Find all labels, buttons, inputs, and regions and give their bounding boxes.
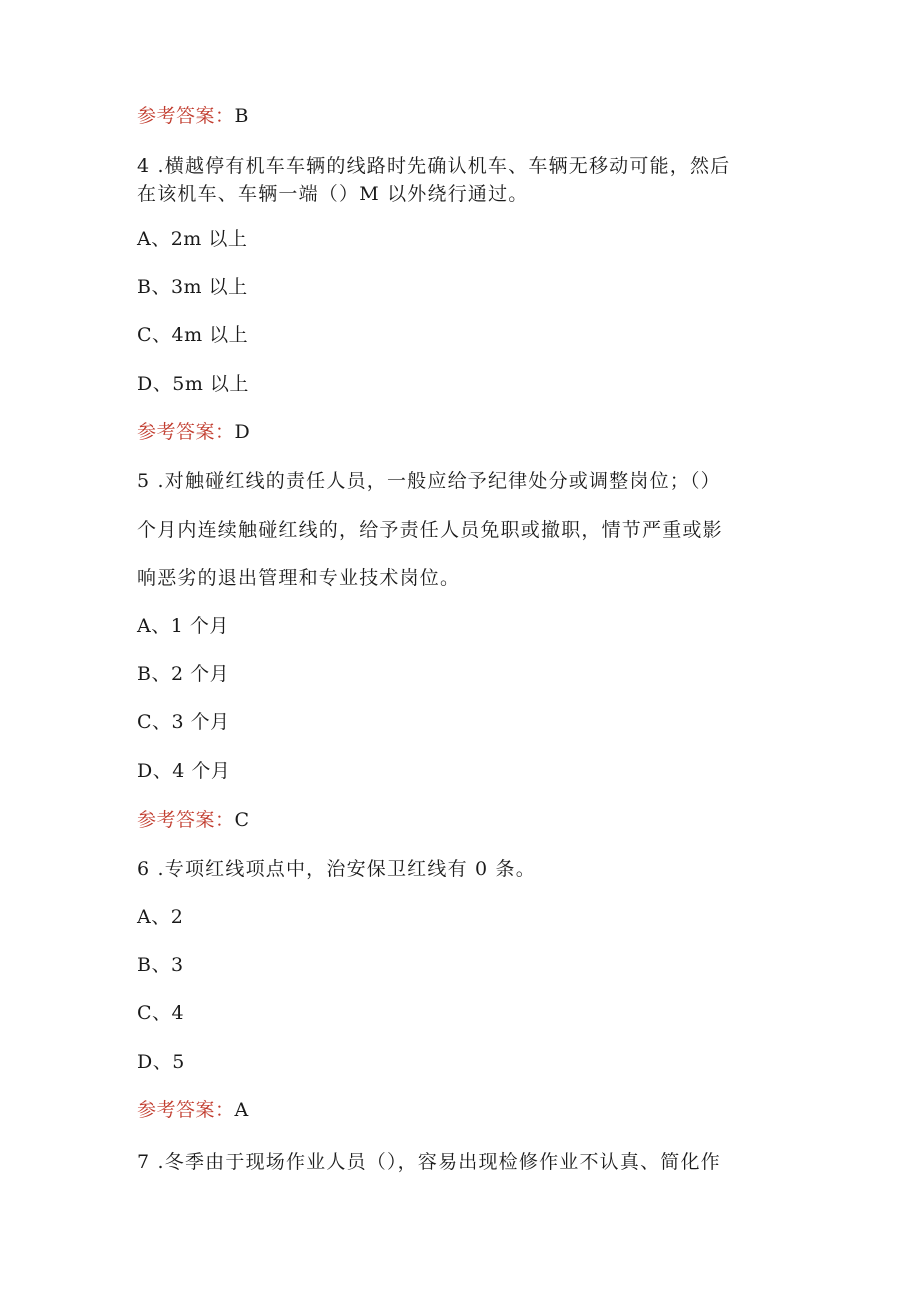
answer-line xyxy=(137,104,249,128)
option-a: A、2m 以上 xyxy=(137,228,248,250)
option-b: B、2 个月 xyxy=(137,663,230,685)
answer-value: C xyxy=(234,809,250,831)
answer-line xyxy=(137,420,250,444)
question-5-line-1: 5 .对触碰红线的责任人员，一般应给予纪律处分或调整岗位；（） xyxy=(137,470,721,492)
option-c: C、3 个月 xyxy=(137,711,230,733)
question-4-line-2: 在该机车、车辆一端（）M 以外绕行通过。 xyxy=(137,183,529,205)
option-a: A、2 xyxy=(137,906,184,928)
option-d: D、5m 以上 xyxy=(137,373,249,395)
question-7-line-1: 7 .冬季由于现场作业人员（），容易出现检修作业不认真、简化作 xyxy=(137,1151,721,1173)
option-d: D、4 个月 xyxy=(137,760,231,782)
option-b: B、3m 以上 xyxy=(137,276,248,298)
option-d: D、5 xyxy=(137,1051,185,1073)
answer-value: B xyxy=(234,105,249,127)
answer-label: 参考答案： xyxy=(137,809,235,831)
option-c: C、4 xyxy=(137,1002,185,1024)
answer-line xyxy=(137,1098,249,1122)
answer-label: 参考答案： xyxy=(137,105,235,127)
option-c: C、4m 以上 xyxy=(137,324,249,346)
answer-label: 参考答案： xyxy=(137,421,235,443)
question-4-line-1: 4 .横越停有机车车辆的线路时先确认机车、车辆无移动可能，然后 xyxy=(137,155,731,177)
option-a: A、1 个月 xyxy=(137,615,229,637)
answer-value: A xyxy=(234,1099,249,1121)
question-5-line-3: 响恶劣的退出管理和专业技术岗位。 xyxy=(137,567,461,589)
answer-label: 参考答案： xyxy=(137,1099,235,1121)
question-6-line-1: 6 .专项红线项点中，治安保卫红线有 0 条。 xyxy=(137,858,536,880)
answer-line xyxy=(137,808,250,832)
option-b: B、3 xyxy=(137,954,184,976)
answer-value: D xyxy=(234,421,251,443)
question-5-line-2: 个月内连续触碰红线的，给予责任人员免职或撤职，情节严重或影 xyxy=(137,519,723,541)
